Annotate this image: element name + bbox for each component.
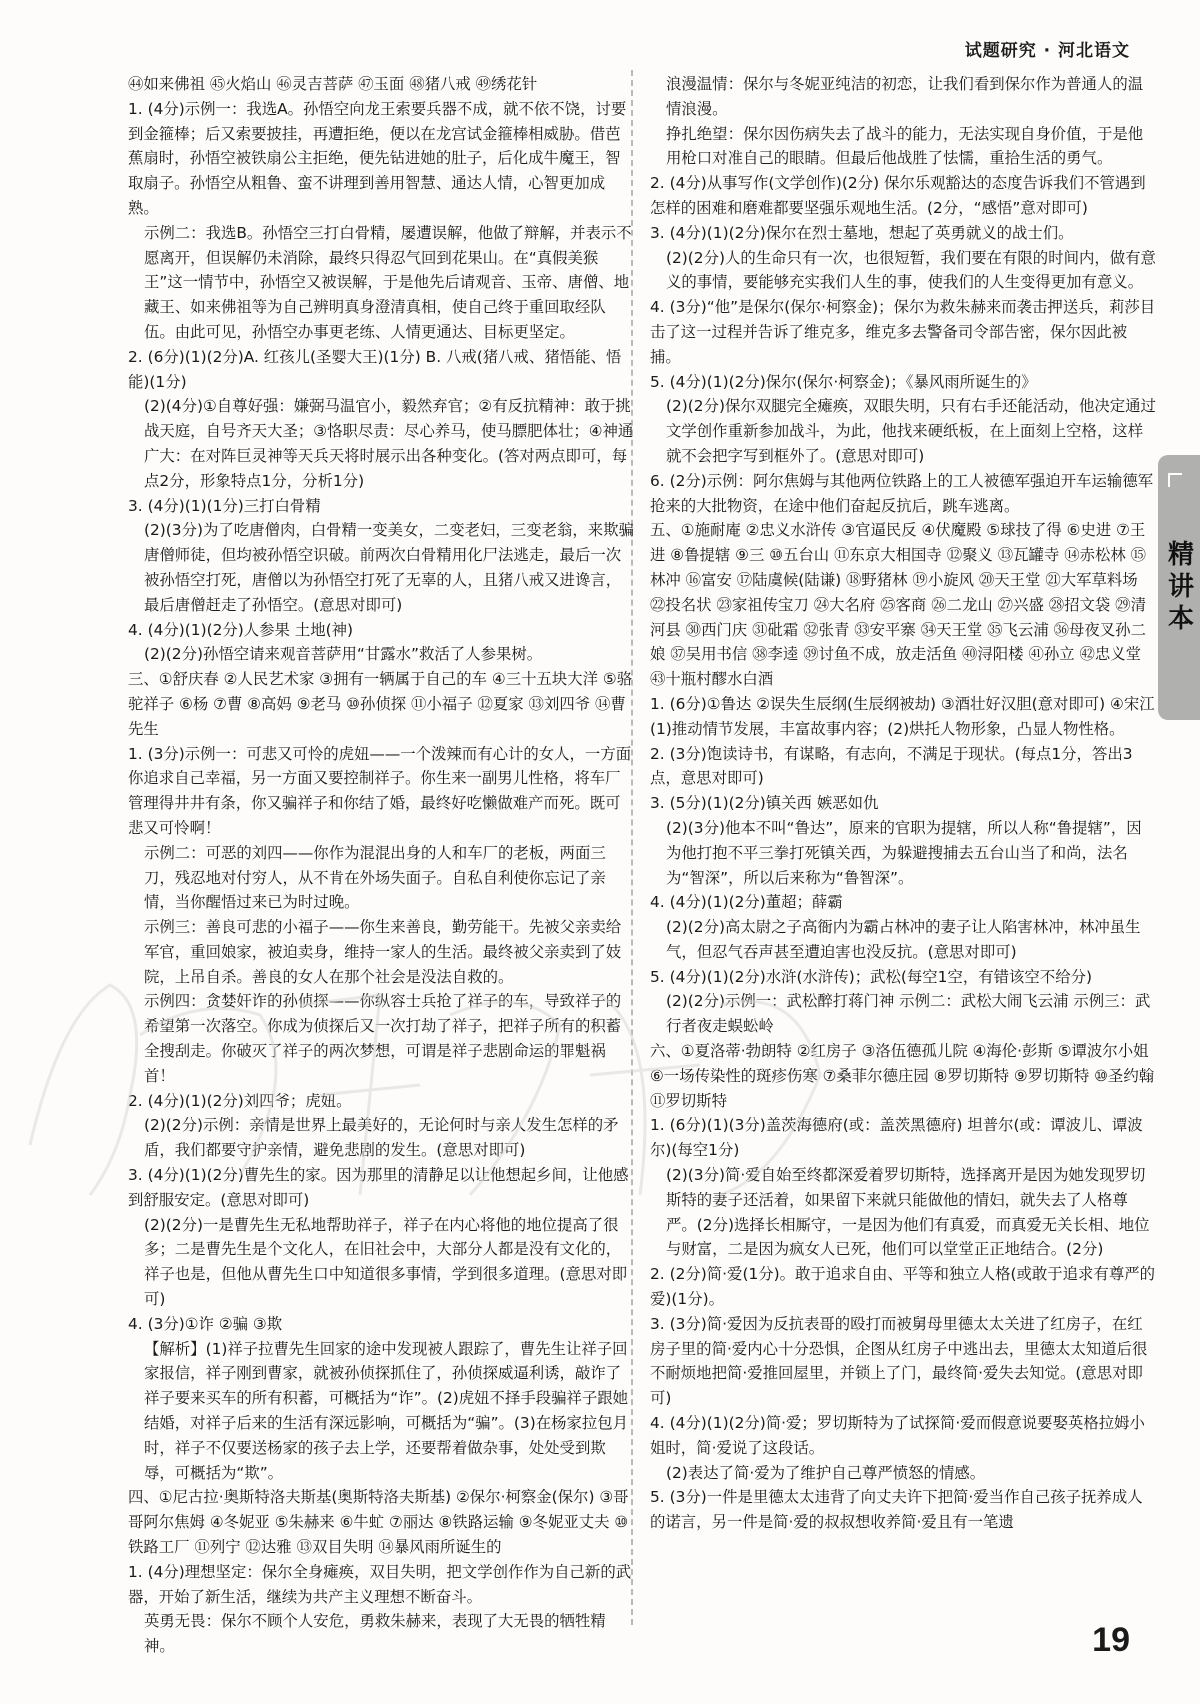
right-column bbox=[650, 72, 1156, 1535]
section-heading: 五、①施耐庵 ②忠义水浒传 ③官逼民反 ④伏魔殿 ⑤球技了得 ⑥史进 ⑦王进 ⑧鲁提辖 ⑨三 ⑩五台山 ⑪东京大相国寺 ⑫聚义 ⑬瓦罐寺 ⑭赤松林 ⑮林冲 ⑯富安 ⑰陆虞候(陆谦) ⑱野猪林 ⑲小旋风 ⑳天王堂 ㉑大军草料场 ㉒投名状 ㉓家祖传宝刀 ㉔大名府 ㉕客商 ㉖二龙山 ㉗兴盛 ㉘招文袋 ㉙清河县 ㉚西门庆 ㉛砒霜 ㉜张青 ㉝安平寨 ㉞天王堂 ㉟飞云浦 ㊱母夜叉孙二娘 ㊲吴用书信 ㊳李逵 ㊴讨鱼不成，放走活鱼 ㊵浔阳楼 ㊶孙立 ㊷忠义堂 ㊸十瓶村醪水白酒 bbox=[650, 521, 1147, 689]
answer-paragraph: 2. (4分)从事写作(文学创作)(2分) 保尔乐观豁达的态度告诉我们不管遇到怎样的困难和磨难都要坚强乐观地生活。(2分，“感悟”意对即可) bbox=[650, 174, 1146, 217]
page-header: 试题研究 · 河北语文 bbox=[964, 41, 1130, 61]
answer-paragraph: (2)(2分)高太尉之子高衙内为霸占林冲的妻子让人陷害林冲，林冲虽生气，但忍气吞声甚至遭迫害也没反抗。(意思对即可) bbox=[666, 918, 1141, 961]
left-column bbox=[128, 72, 634, 1659]
section-side-tab bbox=[1158, 455, 1200, 720]
answer-paragraph: 2. (2分)简·爱(1分)。敢于追求自由、平等和独立人格(或敢于追求有尊严的爱)(1分)。 bbox=[650, 1265, 1156, 1309]
answer-paragraph: 3. (5分)(1)(2分)镇关西 嫉恶如仇 bbox=[650, 794, 879, 813]
answer-paragraph: 示例三：善良可悲的小福子——你生来善良，勤劳能干。先被父亲卖给军官，重回娘家，被迫卖身，维持一家人的生活。最终被父亲卖到了妓院，上吊自杀。善良的女人在那个社会是没法自救的。 bbox=[144, 918, 622, 986]
answer-paragraph: 5. (3分)一件是里德太太违背了向丈夫许下把简·爱当作自己孩子抚养成人的诺言，另一件是简·爱的叔叔想收养简·爱且有一笔遗 bbox=[650, 1488, 1143, 1532]
answer-paragraph: 4. (3分)①诈 ②骗 ③欺 bbox=[128, 1314, 283, 1333]
answer-paragraph: 挣扎绝望：保尔因伤病失去了战斗的能力，无法实现自身价值，于是他用枪口对准自己的眼睛。但最后他战胜了怯懦，重拾生活的勇气。 bbox=[666, 124, 1144, 168]
answer-paragraph: 示例二：我选B。孙悟空三打白骨精，屡遭误解，他做了辩解，并表示不愿离开，但误解仍未消除，最终只得忍气回到花果山。在“真假美猴王”这一情节中，孙悟空又被误解，于是他先后请观音、玉帝、唐僧、地藏王、如来佛祖等为自己辨明真身澄清真相，使自己终于重回取经队伍。由此可见，孙悟空办事更老练、人情更通达、目标更坚定。 bbox=[144, 223, 632, 341]
page-number: 19 bbox=[1092, 1621, 1130, 1659]
answer-paragraph: 3. (4分)(1)(2分)保尔在烈士墓地，想起了英勇就义的战士们。 bbox=[650, 223, 1074, 242]
answer-paragraph: 2. (6分)(1)(2分)A. 红孩儿(圣婴大王)(1分) B. 八戒(猪八戒、猪悟能、悟能)(1分) bbox=[128, 347, 622, 391]
answer-paragraph: (2)(2分)人的生命只有一次，也很短暂，我们要在有限的时间内，做有意义的事情，要能够充实我们人生的事，使我们的人生变得更加有意义。 bbox=[666, 248, 1156, 292]
answer-paragraph: 4. (4分)(1)(2分)董超；薛霸 bbox=[650, 893, 843, 912]
answer-paragraph: 4. (4分)(1)(2分)人参果 土地(神) bbox=[128, 620, 354, 639]
answer-paragraph: 1. (4分)示例一：我选A。孙悟空向龙王索要兵器不成，就不依不饶，讨要到金箍棒；后又索要披挂，再遭拒绝，便以在龙宫试金箍棒相威胁。借芭蕉扇时，孙悟空被铁扇公主拒绝，便先钻进她的肚子，后化成牛魔王，智取扇子。孙悟空从粗鲁、蛮不讲理到善用智慧、通达人情，心智更加成熟。 bbox=[128, 99, 627, 217]
answer-paragraph: (2)(2分)保尔双腿完全瘫痪，双眼失明，只有右手还能活动，他决定通过文学创作重新参加战斗，为此，他找来硬纸板，在上面刻上空格，这样就不会把字写到框外了。(意思对即可) bbox=[666, 397, 1156, 465]
side-tab-label: 精讲本 bbox=[1163, 539, 1194, 636]
answer-paragraph: (2)(4分)①自尊好强：嫌弼马温官小，毅然弃官；②有反抗精神：敢于挑战天庭，自号齐天大圣；③恪职尽责：尽心养马，使马膘肥体壮；④神通广大：在对阵巨灵神等天兵天将时展示出各种变化。(答对两点即可，每点2分，形象特点1分，分析1分) bbox=[144, 397, 634, 490]
section-heading: 六、①夏洛蒂·勃朗特 ②红房子 ③洛伍德孤儿院 ④海伦·彭斯 ⑤谭波尔小姐 ⑥一场传染性的斑疹伤寒 ⑦桑菲尔德庄园 ⑧罗切斯特 ⑨罗切斯特 ⑩圣约翰 ⑪罗切斯特 bbox=[650, 1042, 1155, 1110]
answer-paragraph: 3. (4分)(1)(2分)曹先生的家。因为那里的清静足以让他想起乡间，让他感到舒服安定。(意思对即可) bbox=[128, 1166, 629, 1209]
section-heading: 四、①尼古拉·奥斯特洛夫斯基(奥斯特洛夫斯基) ②保尔·柯察金(保尔) ③哥哥阿尔焦姆 ④冬妮亚 ⑤朱赫来 ⑥牛虻 ⑦丽达 ⑧铁路运输 ⑨冬妮亚丈夫 ⑩铁路工厂 ⑪列宁 ⑫达雅 ⑬双目失明 ⑭暴风雨所诞生的 bbox=[128, 1488, 629, 1557]
answer-paragraph: 1. (3分)示例一：可悲又可怜的虎妞——一个泼辣而有心计的女人，一方面你追求自己幸福，另一方面又要控制祥子。你生来一副男儿性格，将车厂管理得井井有条，你又骗祥子和你结了婚，最终好吃懒做难产而死。既可悲又可怜啊！ bbox=[128, 744, 632, 837]
answer-paragraph: 1. (6分)①鲁达 ②误失生辰纲(生辰纲被劫) ③酒壮好汉胆(意对即可) ④宋江 (1)推动情节发展，丰富故事内容；(2)烘托人物形象，凸显人物性格。 bbox=[650, 694, 1155, 738]
answer-paragraph: 4. (3分)“他”是保尔(保尔·柯察金)；保尔为救朱赫来而袭击押送兵，莉莎目击了这一过程并告诉了维克多，维克多去警备司令部告密，保尔因此被捕。 bbox=[650, 298, 1156, 366]
answer-paragraph: 5. (4分)(1)(2分)保尔(保尔·柯察金)；《暴风雨所诞生的》 bbox=[650, 372, 1037, 391]
answer-paragraph: 3. (3分)简·爱因为反抗表哥的殴打而被舅母里德太太关进了红房子，在红房子里的简·爱内心十分恐惧，企图从红房子中逃出去，里德太太知道后很不耐烦地把简·爱推回屋里，并锁上了门，最终简·爱失去知觉。(意思对即可) bbox=[650, 1314, 1148, 1408]
answer-paragraph: 2. (3分)饱读诗书，有谋略，有志向，不满足于现状。(每点1分，答出3点，意思对即可) bbox=[650, 744, 1133, 788]
answer-paragraph: 浪漫温情：保尔与冬妮亚纯洁的初恋，让我们看到保尔作为普通人的温情浪漫。 bbox=[666, 75, 1144, 118]
answer-paragraph: (2)(3分)简·爱自始至终都深爱着罗切斯特，选择离开是因为她发现罗切斯特的妻子还活着，如果留下来就只能做他的情妇，就失去了人格尊严。(2分)选择长相厮守，一是因为他们有真爱，而真爱无关长相、地位与财富，二是因为疯女人已死，他们可以堂堂正正地结合。(2分) bbox=[666, 1166, 1150, 1259]
answer-paragraph: 5. (4分)(1)(2分)水浒(水浒传)；武松(每空1空，有错该空不给分) bbox=[650, 967, 1092, 986]
analysis-paragraph: 【解析】(1)祥子拉曹先生回家的途中发现被人跟踪了，曹先生让祥子回家报信，祥子刚到曹家，就被孙侦探抓住了，孙侦探威逼利诱，敲诈了祥子要来买车的所有积蓄，可概括为“诈”。(2)虎妞不择手段骗祥子跟她结婚，对祥子后来的生活有深远影响，可概括为“骗”。(3)在杨家拉包月时，祥子不仅要送杨家的孩子去上学，还要帮着做杂事，处处受到欺辱，可概括为“欺”。 bbox=[144, 1339, 629, 1482]
section-heading: 三、①舒庆春 ②人民艺术家 ③拥有一辆属于自己的车 ④三十五块大洋 ⑤骆驼祥子 ⑥杨 ⑦曹 ⑧高妈 ⑨老马 ⑩孙侦探 ⑪小福子 ⑫夏家 ⑬刘四爷 ⑭曹先生 bbox=[128, 670, 633, 738]
answer-paragraph: (2)(2分)孙悟空请来观音菩萨用“甘露水”救活了人参果树。 bbox=[144, 645, 543, 664]
answer-paragraph: 示例二：可恶的刘四——你作为混混出身的人和车厂的老板，两面三刀，残忍地对付穷人，从不肯在外场失面子。自私自利使你忘记了亲情，当你醒悟过来已为时过晚。 bbox=[144, 843, 606, 912]
answer-paragraph: 示例四：贪婪奸诈的孙侦探——你纵容士兵抢了祥子的车，导致祥子的希望第一次落空。你成为侦探后又一次打劫了祥子，把祥子所有的积蓄全搜刮走。你破灭了祥子的两次梦想，可谓是祥子悲剧命运的罪魁祸首！ bbox=[144, 992, 622, 1085]
answer-paragraph: 4. (4分)(1)(2分)简·爱；罗切斯特为了试探简·爱而假意说要娶英格拉姆小姐时，简·爱说了这段话。 bbox=[650, 1414, 1145, 1457]
answer-paragraph: 1. (6分)(1)(3分)盖茨海德府(或：盖茨黑德府) 坦普尔(或：谭波儿、谭波尔)(每空1分) bbox=[650, 1116, 1143, 1160]
corner-bracket-icon bbox=[1168, 473, 1182, 487]
answer-paragraph: (2)(2分)一是曹先生无私地帮助祥子，祥子在内心将他的地位提高了很多；二是曹先生是个文化人，在旧社会中，大部分人都是没有文化的，祥子也是，但他从曹先生口中知道很多事情，学到很多道理。(意思对即可) bbox=[144, 1215, 628, 1309]
answer-paragraph: (2)表达了简·爱为了维护自己尊严愤怒的情感。 bbox=[666, 1463, 986, 1482]
answer-paragraph: 1. (4分)理想坚定：保尔全身瘫痪，双目失明，把文学创作作为自己新的武器，开始了新生活，继续为共产主义理想不断奋斗。 bbox=[128, 1562, 632, 1606]
answer-paragraph: (2)(3分)为了吃唐僧肉，白骨精一变美女，二变老妇，三变老翁，来欺骗唐僧师徒，但均被孙悟空识破。前两次白骨精用化尸法逃走，最后一次被孙悟空打死，唐僧以为孙悟空打死了无辜的人，且猪八戒又进谗言，最后唐僧赶走了孙悟空。(意思对即可) bbox=[144, 521, 634, 614]
answer-paragraph: 3. (4分)(1)(1分)三打白骨精 bbox=[128, 496, 321, 515]
answer-paragraph: (2)(2分)示例一：武松醉打蒋门神 示例二：武松大闹飞云浦 示例三：武行者夜走蜈蚣岭 bbox=[666, 992, 1151, 1036]
answer-paragraph: 2. (4分)(1)(2分)刘四爷；虎妞。 bbox=[128, 1091, 352, 1110]
answer-paragraph: (2)(3分)他本不叫“鲁达”，原来的官职为提辖，所以人称“鲁提辖”，因为他打抱不平三拳打死镇关西，为躲避搜捕去五台山当了和尚，法名为“智深”，所以后来称为“鲁智深”。 bbox=[666, 818, 1142, 887]
answer-paragraph: 英勇无畏：保尔不顾个人安危，勇救朱赫来，表现了大无畏的牺牲精神。 bbox=[144, 1612, 606, 1656]
answer-paragraph: ㊹如来佛祖 ㊺火焰山 ㊻灵吉菩萨 ㊼玉面 ㊽猪八戒 ㊾绣花针 bbox=[128, 75, 538, 93]
answer-paragraph: (2)(2分)示例：亲情是世界上最美好的，无论何时与亲人发生怎样的矛盾，我们都要守护亲情，避免悲剧的发生。(意思对即可) bbox=[144, 1116, 619, 1160]
answer-paragraph: 6. (2分)示例：阿尔焦姆与其他两位铁路上的工人被德军强迫开车运输德军抢来的大批物资，在途中他们奋起反抗后，跳车逃离。 bbox=[650, 471, 1154, 515]
